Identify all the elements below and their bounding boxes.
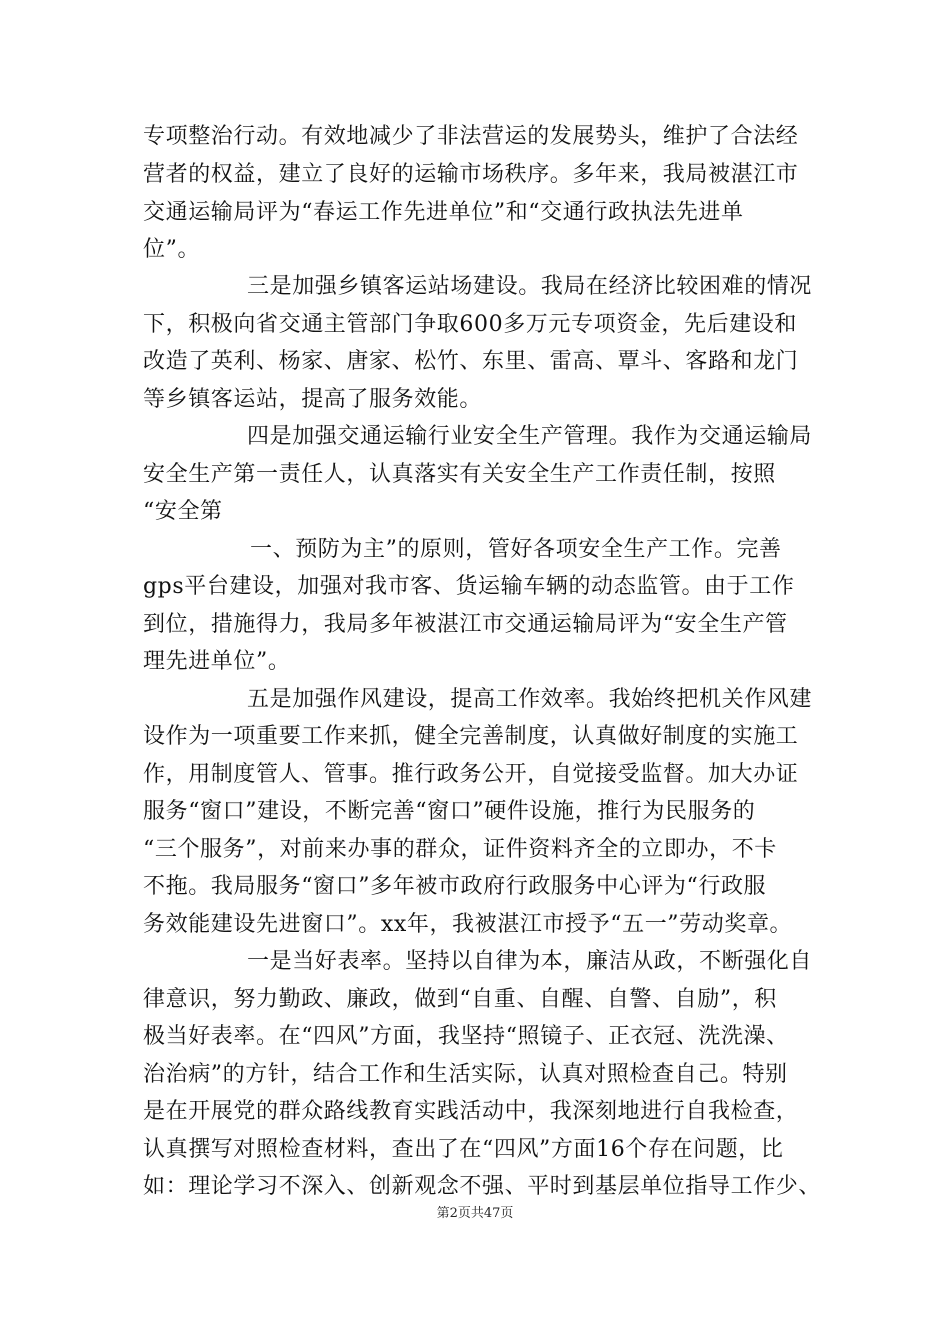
text-line: 服务“窗口”建设，不断完善“窗口”硬件设施，推行为民服务的 <box>143 799 756 824</box>
paragraph-start-line: 四是加强交通运输行业安全生产管理。我作为交通运输局 <box>247 424 813 449</box>
text-line: 安全生产第一责任人，认真落实有关安全生产工作责任制，按照 <box>143 462 776 487</box>
text-line: 到位，措施得力，我局多年被湛江市交通运输局评为“安全生产管 <box>143 612 788 637</box>
text-line: 下，积极向省交通主管部门争取600多万元专项资金，先后建设和 <box>143 312 797 337</box>
text-line: 等乡镇客运站，提高了服务效能。 <box>143 387 483 412</box>
paragraph-start-line: 三是加强乡镇客运站场建设。我局在经济比较困难的情况 <box>247 274 813 299</box>
text-line: “三个服务”，对前来办事的群众，证件资料齐全的立即办，不卡 <box>143 837 777 862</box>
text-line: 交通运输局评为“春运工作先进单位”和“交通行政执法先进单 <box>143 200 744 225</box>
text-line: 位”。 <box>143 237 201 262</box>
paragraph-start-line: 五是加强作风建设，提高工作效率。我始终把机关作风建 <box>247 687 813 712</box>
text-line: 改造了英利、杨家、唐家、松竹、东里、雷高、覃斗、客路和龙门 <box>143 349 799 374</box>
text-line: 务效能建设先进窗口”。xx年，我被湛江市授予“五一”劳动奖章。 <box>143 912 793 937</box>
text-line: 专项整治行动。有效地减少了非法营运的发展势头，维护了合法经 <box>143 124 799 149</box>
paragraph-start-line: 一是当好表率。坚持以自律为本，廉洁从政，不断强化自 <box>247 949 813 974</box>
text-line: 理先进单位”。 <box>143 649 291 674</box>
text-line: 认真撰写对照检查材料，查出了在“四风”方面16个存在问题，比 <box>143 1137 784 1162</box>
text-line: gps平台建设，加强对我市客、货运输车辆的动态监管。由于工作 <box>143 574 795 599</box>
text-line: 设作为一项重要工作来抓，健全完善制度，认真做好制度的实施工 <box>143 724 799 749</box>
text-line: 极当好表率。在“四风”方面，我坚持“照镜子、正衣冠、洗洗澡、 <box>143 1024 789 1049</box>
text-line: 如：理论学习不深入、创新观念不强、平时到基层单位指导工作少、 <box>143 1174 822 1199</box>
text-line: 律意识，努力勤政、廉政，做到“自重、自醒、自警、自励”，积 <box>143 987 777 1012</box>
text-line: 营者的权益，建立了良好的运输市场秩序。多年来，我局被湛江市 <box>143 162 799 187</box>
text-line: 是在开展党的群众路线教育实践活动中，我深刻地进行自我检查， <box>143 1099 799 1124</box>
text-line: “安全第 <box>143 499 223 524</box>
paragraph-start-line: 一、预防为主”的原则，管好各项安全生产工作。完善 <box>250 537 782 562</box>
text-line: 作，用制度管人、管事。推行政务公开，自觉接受监督。加大办证 <box>143 762 799 787</box>
page-number-footer: 第2页共47页 <box>436 1206 514 1221</box>
text-line: 不拖。我局服务“窗口”多年被市政府行政服务中心评为“行政服 <box>143 874 767 899</box>
text-line: 治治病”的方针，结合工作和生活实际，认真对照检查自己。特别 <box>143 1062 788 1087</box>
